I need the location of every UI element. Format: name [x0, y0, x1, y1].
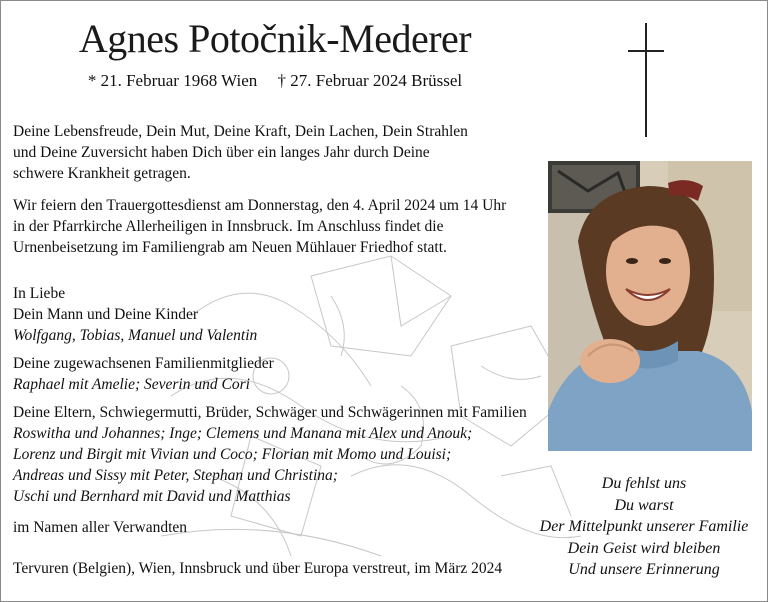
poem-line: Du warst [614, 496, 674, 514]
poem-line: Der Mittelpunkt unserer Familie [539, 518, 749, 535]
poem-line: Dein Geist wird bleiben [567, 539, 721, 557]
place-date-line: Tervuren (Belgien), Wien, Innsbruck und über Europa verstreut, im März 2024 [13, 560, 503, 577]
group-names: Roswitha und Johannes; Inge; Clemens und Manana mit Alex und Anouk; [13, 425, 473, 442]
deceased-name: Agnes Potočnik-Mederer [78, 16, 472, 61]
portrait-photo [548, 161, 752, 451]
text-line: Urnenbeisetzung im Familiengrab am Neuen Mühlauer Friedhof statt. [13, 239, 447, 256]
tribute-paragraph [13, 121, 493, 184]
group-names: Uschi und Bernhard mit David und Matthias [13, 488, 291, 505]
group-names: Raphael mit Amelie; Severin und Cori [13, 376, 250, 393]
poem-line: Und unsere Erinnerung [568, 561, 720, 578]
birth-date: * 21. Februar 1968 Wien [87, 71, 258, 90]
text-line: Wir feiern den Trauergottesdienst am Donnerstag, den 4. April 2024 um 14 Uhr [13, 197, 507, 214]
group-names: Wolfgang, Tobias, Manuel und Valentin [13, 327, 258, 344]
poem-line: Du fehlst uns [601, 475, 687, 492]
life-dates [1, 71, 549, 91]
group-title: Dein Mann und Deine Kinder [13, 306, 199, 323]
memorial-poem [521, 473, 767, 581]
cross-icon [628, 23, 664, 137]
text-line: und Deine Zuversicht haben Dich über ein langes Jahr durch Deine [13, 144, 430, 161]
group-title: Deine zugewachsenen Familienmitglieder [13, 355, 274, 372]
signature-block [13, 283, 533, 507]
text-line: Deine Lebensfreude, Dein Mut, Deine Kraft, Dein Lachen, Dein Strahlen [13, 123, 468, 140]
text-line: schwere Krankheit getragen. [13, 165, 191, 182]
group-names: Lorenz und Birgit mit Vivian und Coco; Florian mit Momo und Louisi; [13, 446, 452, 463]
group-names: Andreas und Sissy mit Peter, Stephan und Christina; [13, 467, 338, 484]
death-date: † 27. Februar 2024 Brüssel [277, 71, 463, 90]
group-title: Deine Eltern, Schwiegermutti, Brüder, Schwäger und Schwägerinnen mit Familien [13, 404, 527, 421]
text-line: in der Pfarrkirche Allerheiligen in Innsbruck. Im Anschluss findet die [13, 218, 444, 235]
relatives-line: im Namen aller Verwandten [13, 519, 188, 536]
signature-intro: In Liebe [13, 285, 66, 302]
service-paragraph [13, 195, 513, 258]
